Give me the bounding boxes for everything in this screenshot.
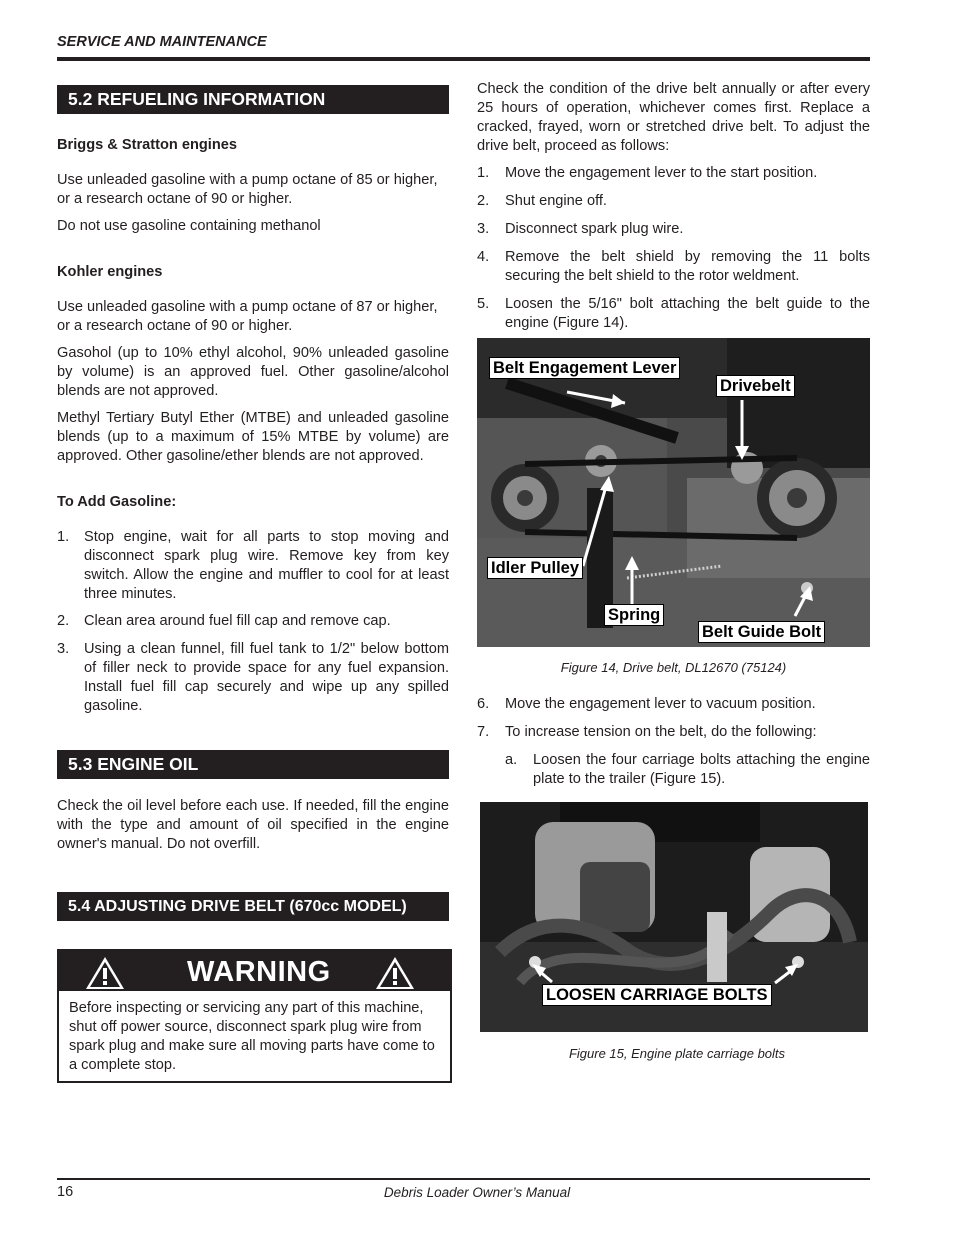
list-text: Using a clean funnel, fill fuel tank to 1/2" below bottom of filler neck to provide space for any fuel expansion. Install fuel fill cap securely and wipe up any spilled gasoline.	[84, 641, 449, 714]
drive-belt-intro: Check the condition of the drive belt annually or after every 25 hours of operation, whichever comes first. Replace a cracked, frayed, worn or stretched drive belt. To adjust the drive belt, proceed as follows:	[477, 81, 870, 154]
figure-15-caption: Figure 15, Engine plate carriage bolts	[568, 1046, 786, 1061]
list-number: 4.	[477, 249, 490, 265]
list-number: 3.	[477, 221, 490, 237]
list-text: Loosen the 5/16" bolt attaching the belt guide to the engine (Figure 14).	[505, 296, 870, 331]
list-text: Move the engagement lever to the start position.	[505, 165, 818, 181]
spring-label: Spring	[604, 604, 664, 626]
list-letter: a.	[505, 752, 518, 768]
list-text: Shut engine off.	[505, 193, 607, 209]
warning-box	[57, 949, 452, 1083]
list-item	[477, 695, 870, 714]
list-item	[477, 723, 870, 742]
engine-oil-paragraph: Check the oil level before each use. If needed, fill the engine with the type and amount of oil specified in the engine owner's manual. Do not overfill.	[57, 798, 449, 852]
list-text: Clean area around fuel fill cap and remove cap.	[84, 613, 391, 629]
list-text: Stop engine, wait for all parts to stop moving and disconnect spark plug wire. Remove key from key switch. Allow the engine and muffler to cool for at least three minutes.	[84, 529, 449, 602]
warning-banner	[59, 951, 450, 991]
section-5-3-heading: 5.3 ENGINE OIL	[57, 750, 449, 779]
belt-engagement-lever-label: Belt Engagement Lever	[489, 357, 680, 379]
list-number: 2.	[57, 613, 70, 629]
drivebelt-label: Drivebelt	[716, 375, 795, 397]
warning-title: WARNING	[187, 956, 331, 988]
list-item	[477, 164, 870, 183]
list-item	[57, 640, 449, 716]
running-header: SERVICE AND MAINTENANCE	[57, 34, 267, 50]
list-number: 7.	[477, 724, 490, 740]
list-number: 1.	[57, 529, 70, 545]
briggs-paragraph-2: Do not use gasoline containing methanol	[57, 218, 321, 234]
warning-triangle-icon	[85, 956, 125, 990]
belt-guide-bolt-label: Belt Guide Bolt	[698, 621, 825, 643]
figure-15-carriage-bolts-photo	[480, 802, 868, 1032]
list-number: 6.	[477, 696, 490, 712]
list-text: Loosen the four carriage bolts attaching the engine plate to the trailer (Figure 15).	[533, 752, 870, 787]
list-number: 1.	[477, 165, 490, 181]
list-text: Move the engagement lever to vacuum position.	[505, 696, 816, 712]
list-item	[57, 612, 449, 631]
kohler-heading: Kohler engines	[57, 264, 163, 280]
list-item	[477, 295, 870, 333]
list-item	[477, 220, 870, 239]
section-5-4-heading: 5.4 ADJUSTING DRIVE BELT (670cc MODEL)	[57, 892, 449, 921]
briggs-heading: Briggs & Stratton engines	[57, 137, 238, 153]
loosen-carriage-bolts-label: LOOSEN CARRIAGE BOLTS	[542, 984, 772, 1006]
kohler-paragraph-3: Methyl Tertiary Butyl Ether (MTBE) and unleaded gasoline blends (up to a maximum of 15% MTBE by volume) are approved. Other gasoline/ether blends are not approved.	[57, 410, 449, 464]
kohler-paragraph-2: Gasohol (up to 10% ethyl alcohol, 90% unleaded gasoline by volume) is an approved fuel. Other gasoline/alcohol blends are not approved.	[57, 345, 449, 399]
page-number: 16	[57, 1184, 74, 1200]
header-rule	[57, 57, 870, 61]
list-number: 2.	[477, 193, 490, 209]
list-item	[477, 192, 870, 211]
figure-14-drive-belt-photo	[477, 338, 870, 647]
footer-rule	[57, 1178, 870, 1180]
list-item	[477, 751, 870, 789]
warning-text: Before inspecting or servicing any part of this machine, shut off power source, disconnect spark plug wire from spark plug and make sure all moving parts have come to a complete stop.	[69, 1000, 435, 1073]
list-text: To increase tension on the belt, do the following:	[505, 724, 817, 740]
figure-14-caption: Figure 14, Drive belt, DL12670 (75124)	[560, 660, 787, 675]
list-item	[57, 528, 449, 604]
briggs-paragraph-1: Use unleaded gasoline with a pump octane of 85 or higher, or a research octane of 90 or higher.	[57, 172, 438, 207]
list-text: Remove the belt shield by removing the 11 bolts securing the belt shield to the rotor weldment.	[505, 249, 870, 284]
list-text: Disconnect spark plug wire.	[505, 221, 684, 237]
add-gasoline-heading: To Add Gasoline:	[57, 494, 177, 510]
manual-title: Debris Loader Owner’s Manual	[383, 1185, 571, 1200]
list-number: 3.	[57, 641, 70, 657]
drive-belt-illustration	[477, 338, 870, 647]
kohler-paragraph-1: Use unleaded gasoline with a pump octane of 87 or higher, or a research octane of 90 or higher.	[57, 299, 438, 334]
idler-pulley-label: Idler Pulley	[487, 557, 583, 579]
list-number: 5.	[477, 296, 490, 312]
section-5-2-heading: 5.2 REFUELING INFORMATION	[57, 85, 449, 114]
warning-triangle-icon	[375, 956, 415, 990]
list-item	[477, 248, 870, 286]
